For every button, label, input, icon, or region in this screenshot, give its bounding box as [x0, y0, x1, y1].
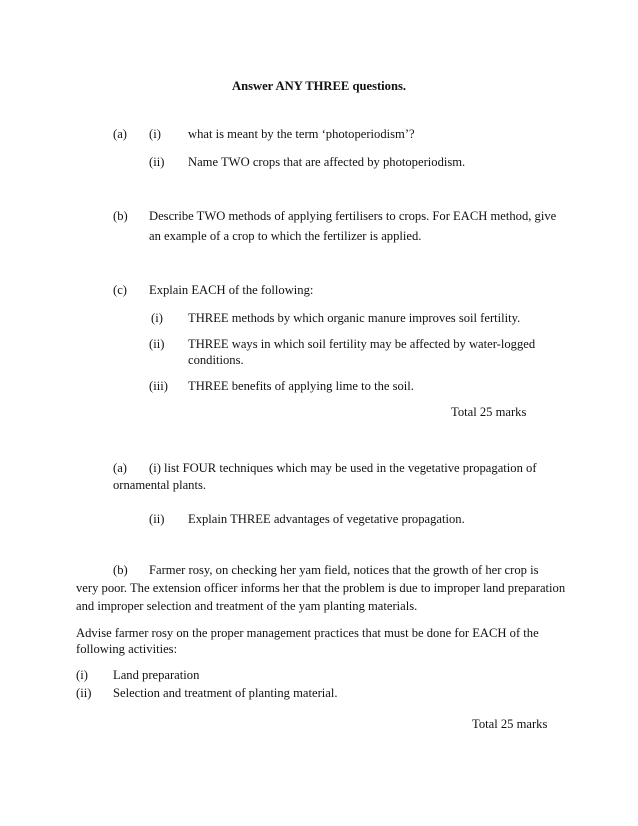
- q2a-ii-text: Explain THREE advantages of vegetative propagation.: [188, 512, 465, 526]
- q1c-i-label: (i): [151, 311, 163, 325]
- q1c-intro: Explain EACH of the following:: [149, 283, 314, 297]
- q1c-label: (c): [113, 283, 127, 297]
- q2a-ii-label: (ii): [149, 512, 165, 526]
- q2-total-marks: Total 25 marks: [472, 717, 548, 731]
- q2a-line1: (i) list FOUR techniques which may be used in the vegetative propagation of: [149, 461, 537, 475]
- q1c-ii-line2: conditions.: [188, 353, 244, 367]
- q1c-iii-label: (iii): [149, 379, 168, 393]
- q2a-line2: ornamental plants.: [113, 478, 207, 492]
- q1a-i-text: what is meant by the term ‘photoperiodism’?: [188, 127, 415, 141]
- q2a-label: (a): [113, 461, 127, 475]
- q1c-ii-line1: THREE ways in which soil fertility may be affected by water-logged: [188, 337, 536, 351]
- q2b-line1: Farmer rosy, on checking her yam field, notices that the growth of her crop is: [149, 563, 539, 577]
- q1a-label: (a): [113, 127, 127, 141]
- page-heading: Answer ANY THREE questions.: [232, 79, 407, 93]
- q1a-ii-label: (ii): [149, 155, 165, 169]
- q1a-i-label: (i): [149, 127, 161, 141]
- q2b-advise-line1: Advise farmer rosy on the proper management practices that must be done for EACH of the: [76, 626, 539, 640]
- q1-total-marks: Total 25 marks: [451, 405, 527, 419]
- q2b-advise-line2: following activities:: [76, 642, 178, 656]
- q2b-i-text: Land preparation: [113, 668, 200, 682]
- q1c-ii-label: (ii): [149, 337, 165, 351]
- q2b-line3: and improper selection and treatment of the yam planting materials.: [76, 599, 418, 613]
- q2b-ii-label: (ii): [76, 686, 92, 700]
- q1b-line2: an example of a crop to which the fertilizer is applied.: [149, 229, 422, 243]
- q1b-line1: Describe TWO methods of applying fertilisers to crops. For EACH method, give: [149, 209, 557, 223]
- q1a-ii-text: Name TWO crops that are affected by photoperiodism.: [188, 155, 466, 169]
- q1c-iii-text: THREE benefits of applying lime to the soil.: [188, 379, 414, 393]
- q2b-i-label: (i): [76, 668, 88, 682]
- q2b-line2: very poor. The extension officer informs her that the problem is due to improper land preparation: [76, 581, 566, 595]
- q2b-ii-text: Selection and treatment of planting material.: [113, 686, 338, 700]
- q2b-label: (b): [113, 563, 128, 577]
- q1b-label: (b): [113, 209, 128, 223]
- q1c-i-text: THREE methods by which organic manure improves soil fertility.: [188, 311, 521, 325]
